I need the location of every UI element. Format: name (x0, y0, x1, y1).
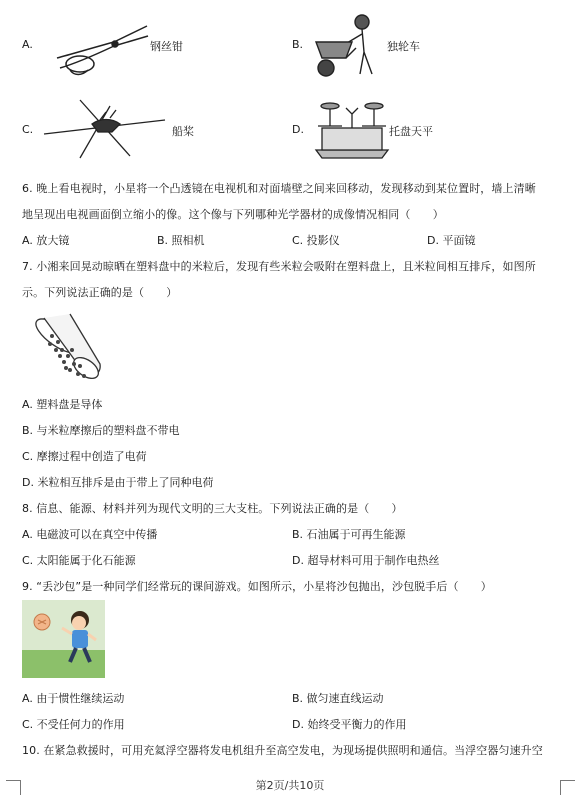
q9-option-d: D. 始终受平衡力的作用 (292, 718, 407, 731)
pliers-icon (52, 18, 152, 76)
option-d-label: 托盘天平 (389, 125, 433, 138)
q6-line2: 地呈现出电视画面倒立缩小的像。这个像与下列哪种光学器材的成像情况相同（ ） (22, 208, 444, 221)
q8-option-b: B. 石油属于可再生能源 (292, 528, 406, 541)
q6-option-c: C. 投影仪 (292, 234, 340, 247)
q8-line1: 8. 信息、能源、材料并列为现代文明的三大支柱。下列说法正确的是（ ） (22, 502, 403, 515)
q8-option-a: A. 电磁波可以在真空中传播 (22, 528, 158, 541)
q9-option-c: C. 不受任何力的作用 (22, 718, 125, 731)
balance-icon (312, 98, 392, 160)
q7-option-a: A. 塑料盘是导体 (22, 398, 103, 411)
q8-option-c: C. 太阳能属于化石能源 (22, 554, 136, 567)
q7-line1: 7. 小湘来回晃动晾晒在塑料盘中的米粒后，发现有些米粒会吸附在塑料盘上，且米粒间相互排斥，如图所 (22, 260, 536, 273)
q10-line1: 10. 在紧急救援时，可用充氦浮空器将发电机组升至高空发电，为现场提供照明和通信。当浮空器匀速升空 (22, 744, 543, 757)
plastic-plate-rice-image (22, 306, 107, 386)
page-footer: 第2页/共10页 (255, 779, 325, 792)
q6-line1: 6. 晚上看电视时，小星将一个凸透镜在电视机和对面墙壁之间来回移动，发现移动到某位置时，墙上清晰 (22, 182, 536, 195)
q8-option-d: D. 超导材料可用于制作电热丝 (292, 554, 440, 567)
option-a-letter: A. (22, 38, 33, 51)
wheelbarrow-icon (312, 12, 387, 80)
option-c-letter: C. (22, 123, 34, 136)
q7-option-c: C. 摩擦过程中创造了电荷 (22, 450, 147, 463)
q7-option-d: D. 米粒相互排斥是由于带上了同种电荷 (22, 476, 214, 489)
option-c-label: 船桨 (172, 125, 194, 138)
q9-option-a: A. 由于惯性继续运动 (22, 692, 125, 705)
q7-option-b: B. 与米粒摩擦后的塑料盘不带电 (22, 424, 180, 437)
q6-option-b: B. 照相机 (157, 234, 205, 247)
q9-option-b: B. 做匀速直线运动 (292, 692, 384, 705)
q7-line2: 示。下列说法正确的是（ ） (22, 286, 178, 299)
q9-line1: 9. “丢沙包”是一种同学们经常玩的课间游戏。如图所示，小星将沙包抛出，沙包脱手后（ ） (22, 580, 492, 593)
option-b-letter: B. (292, 38, 304, 51)
sandbag-throw-image (22, 600, 105, 678)
oar-icon (40, 98, 170, 160)
q6-option-d: D. 平面镜 (427, 234, 476, 247)
option-a-label: 钢丝钳 (150, 40, 183, 53)
q6-option-a: A. 放大镜 (22, 234, 70, 247)
option-b-label: 独轮车 (387, 40, 420, 53)
option-d-letter: D. (292, 123, 304, 136)
